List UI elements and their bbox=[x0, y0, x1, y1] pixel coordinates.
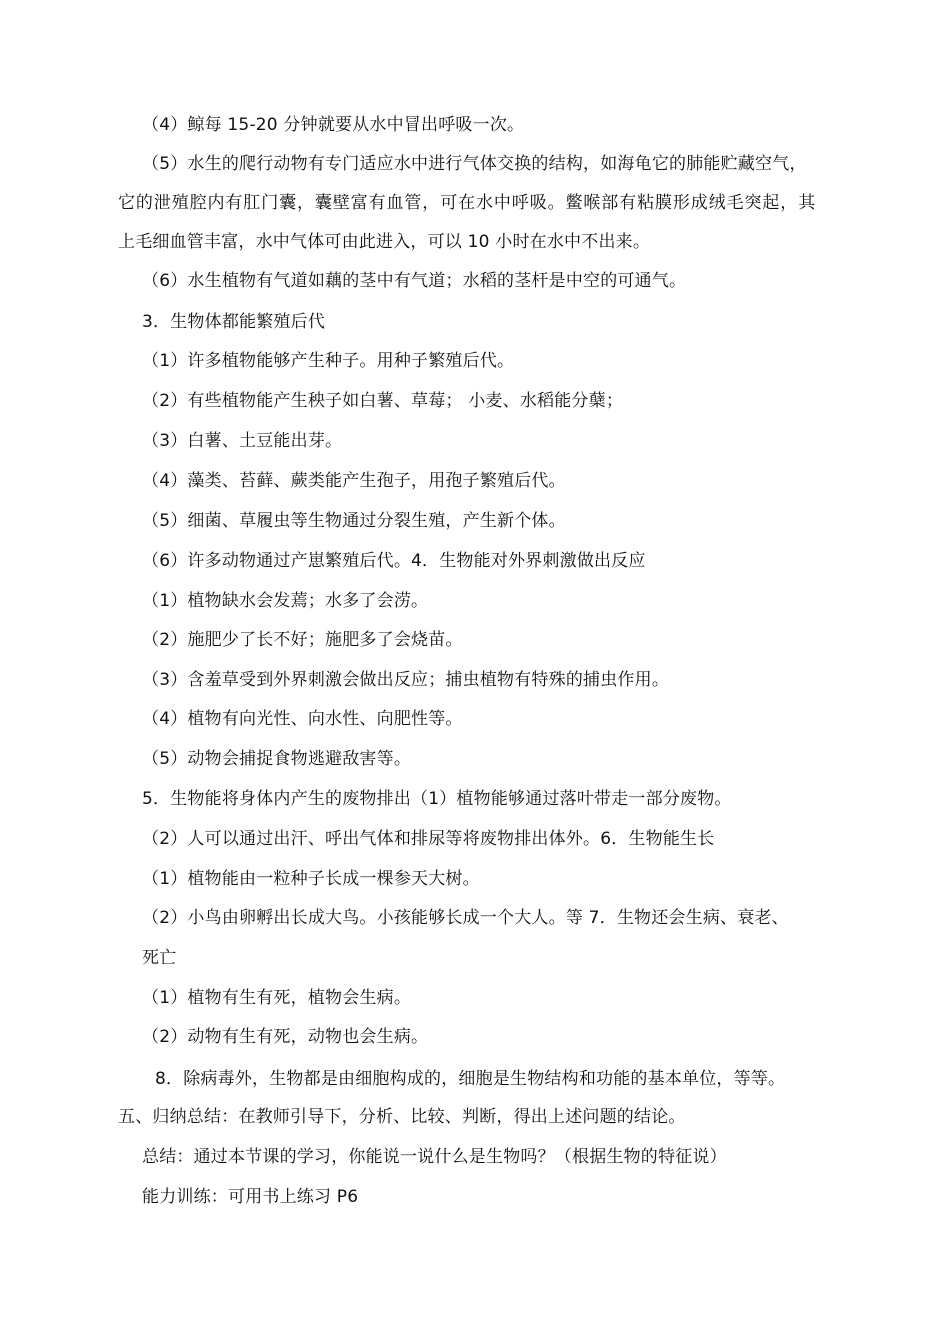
text-line: （6）水生植物有气道如藕的茎中有气道；水稻的茎杆是中空的可通气。 bbox=[142, 271, 687, 291]
text-line: （2）人可以通过出汗、呼出气体和排尿等将废物排出体外。6．生物能生长 bbox=[142, 829, 715, 849]
text-line: （5）水生的爬行动物有专门适应水中进行气体交换的结构，如海龟它的肺能贮藏空气， bbox=[142, 154, 807, 174]
text-line: 它的泄殖腔内有肛门囊，囊壁富有血管，可在水中呼吸。鳖喉部有粘膜形成绒毛突起，其 bbox=[118, 193, 817, 213]
text-line: （1）植物缺水会发蔫；水多了会涝。 bbox=[142, 591, 429, 611]
section-heading: 五、归纳总结：在教师引导下，分析、比较、判断，得出上述问题的结论。 bbox=[118, 1107, 686, 1127]
section-heading: 3．生物体都能繁殖后代 bbox=[142, 312, 326, 332]
text-line: （1）植物有生有死，植物会生病。 bbox=[142, 988, 412, 1008]
text-line: （5）动物会捕捉食物逃避敌害等。 bbox=[142, 749, 412, 769]
section-heading: 8．除病毒外，生物都是由细胞构成的，细胞是生物结构和功能的基本单位，等等。 bbox=[155, 1069, 786, 1089]
text-line: （5）细菌、草履虫等生物通过分裂生殖，产生新个体。 bbox=[142, 511, 566, 531]
text-line: （6）许多动物通过产崽繁殖后代。4．生物能对外界刺激做出反应 bbox=[142, 551, 646, 571]
summary-line: 总结：通过本节课的学习，你能说一说什么是生物吗？（根据生物的特征说） bbox=[142, 1147, 727, 1167]
text-line: （2）施肥少了长不好；施肥多了会烧苗。 bbox=[142, 630, 463, 650]
text-line: （2）动物有生有死，动物也会生病。 bbox=[142, 1027, 429, 1047]
text-line: 死亡 bbox=[142, 948, 177, 968]
text-line: （4）植物有向光性、向水性、向肥性等。 bbox=[142, 709, 463, 729]
text-line: （4）藻类、苔藓、蕨类能产生孢子，用孢子繁殖后代。 bbox=[142, 471, 566, 491]
text-line: （3）含羞草受到外界刺激会做出反应；捕虫植物有特殊的捕虫作用。 bbox=[142, 670, 670, 690]
section-heading: 5．生物能将身体内产生的废物排出（1）植物能够通过落叶带走一部分废物。 bbox=[142, 789, 732, 809]
text-line: （4）鲸每 15-20 分钟就要从水中冒出呼吸一次。 bbox=[142, 115, 525, 135]
text-line: 上毛细血管丰富，水中气体可由此进入，可以 10 小时在水中不出来。 bbox=[118, 232, 651, 252]
text-line: （3）白薯、土豆能出芽。 bbox=[142, 431, 343, 451]
text-line: （1）植物能由一粒种子长成一棵参天大树。 bbox=[142, 869, 480, 889]
text-line: （1）许多植物能够产生种子。用种子繁殖后代。 bbox=[142, 351, 515, 371]
exercise-line: 能力训练：可用书上练习 P6 bbox=[142, 1187, 359, 1207]
text-line: （2）小鸟由卵孵出长成大鸟。小孩能够长成一个大人。等 7．生物还会生病、衰老、 bbox=[142, 908, 789, 928]
text-line: （2）有些植物能产生秧子如白薯、草莓； 小麦、水稻能分蘖； bbox=[142, 391, 624, 411]
